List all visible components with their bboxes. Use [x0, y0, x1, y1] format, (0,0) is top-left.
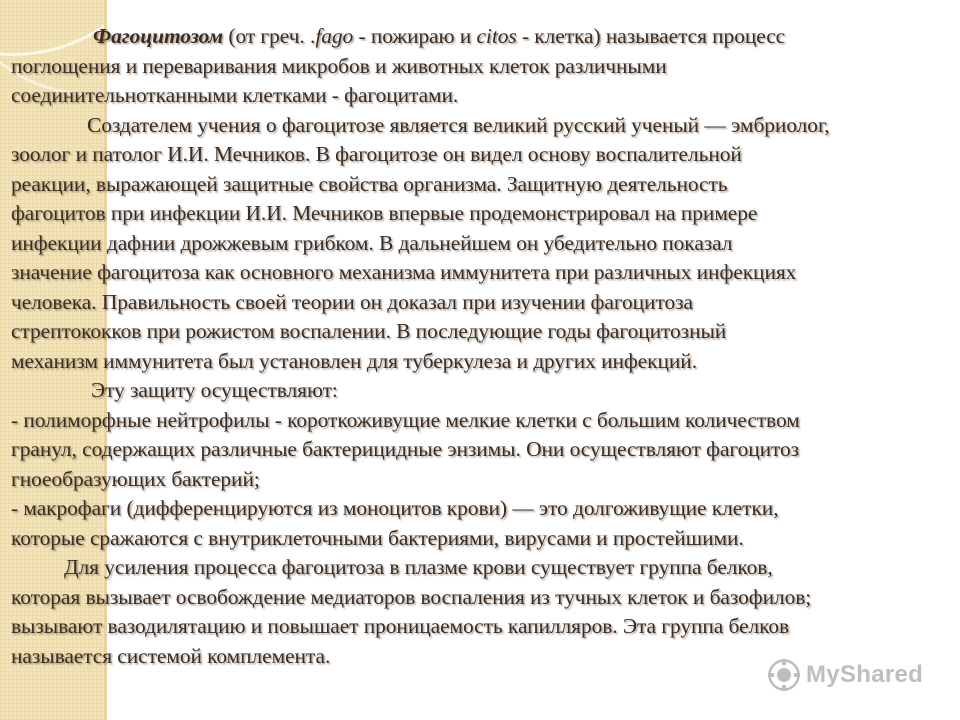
text-line: реакции, выражающей защитные свойства организма. Защитную деятельность [11, 171, 728, 196]
text-line: - макрофаги (дифференцируются из моноцитов крови) — это долгоживущие клетки, [11, 496, 779, 520]
watermark-label: MyShared [806, 661, 924, 688]
slide-body [11, 22, 960, 671]
text-fragment-italic: fago [315, 24, 354, 48]
text-line: которые сражаются с внутриклеточными бактериями, вирусами и простейшими. [11, 525, 744, 550]
list-item-macrophages [11, 494, 960, 553]
text-line [11, 22, 960, 52]
text-fragment: - клетка) называется процесс [516, 24, 786, 48]
text-fragment: - пожираю и [353, 24, 477, 48]
text-line: Эту защиту осуществляют: [91, 378, 338, 402]
text-line: значение фагоцитоза как основного механизма иммунитета при различных инфекциях [11, 260, 797, 284]
text-line: соединительнотканными клетками - фагоцитами. [11, 83, 459, 107]
text-fragment-italic: citos [476, 24, 517, 48]
text-line: которая вызывает освобождение медиаторов воспаления из тучных клеток и базофилов; [11, 584, 812, 609]
paragraph-complement [11, 553, 960, 671]
text-fragment: (от греч. . [223, 24, 316, 48]
paragraph-definition [11, 22, 960, 111]
text-line: зоолог и патолог И.И. Мечников. В фагоцитозе он видел основу воспалительной [11, 142, 742, 166]
text-line: вызывают вазодилятацию и повышает проницаемость капилляров. Эта группа белков [11, 614, 790, 638]
paragraph-history [11, 111, 960, 377]
text-line: Создателем учения о фагоцитозе является великий русский ученый — эмбриолог, [87, 112, 830, 137]
text-line: поглощения и переваривания микробов и животных клеток различными [11, 53, 667, 78]
text-line: механизм иммунитета был установлен для туберкулеза и других инфекций. [11, 348, 697, 373]
text-line: называется системой комплемента. [11, 643, 331, 668]
text-line: человека. Правильность своей теории он доказал при изучении фагоцитоза [11, 289, 693, 314]
myshared-logo-icon [768, 659, 800, 691]
text-line: гноеобразующих бактерий; [11, 466, 260, 491]
text-line: стрептококков при рожистом воспалении. В последующие годы фагоцитозный [11, 319, 727, 343]
text-line: гранул, содержащих различные бактерицидные энзимы. Они осуществляют фагоцитоз [11, 437, 800, 461]
text-line: Для усиления процесса фагоцитоза в плазме крови существует группа белков, [64, 555, 773, 579]
text-line: - полиморфные нейтрофилы - короткоживущие мелкие клетки с большим количеством [11, 407, 800, 432]
paragraph-protection-intro [11, 376, 960, 406]
myshared-watermark [768, 658, 923, 692]
text-line: фагоцитов при инфекции И.И. Мечников впервые продемонстрировал на примере [11, 201, 758, 225]
text-line: инфекции дафнии дрожжевым грибком. В дальнейшем он убедительно показал [11, 230, 733, 255]
list-item-neutrophils [11, 406, 960, 495]
term-phagocytosis: Фагоцитозом [93, 24, 224, 48]
